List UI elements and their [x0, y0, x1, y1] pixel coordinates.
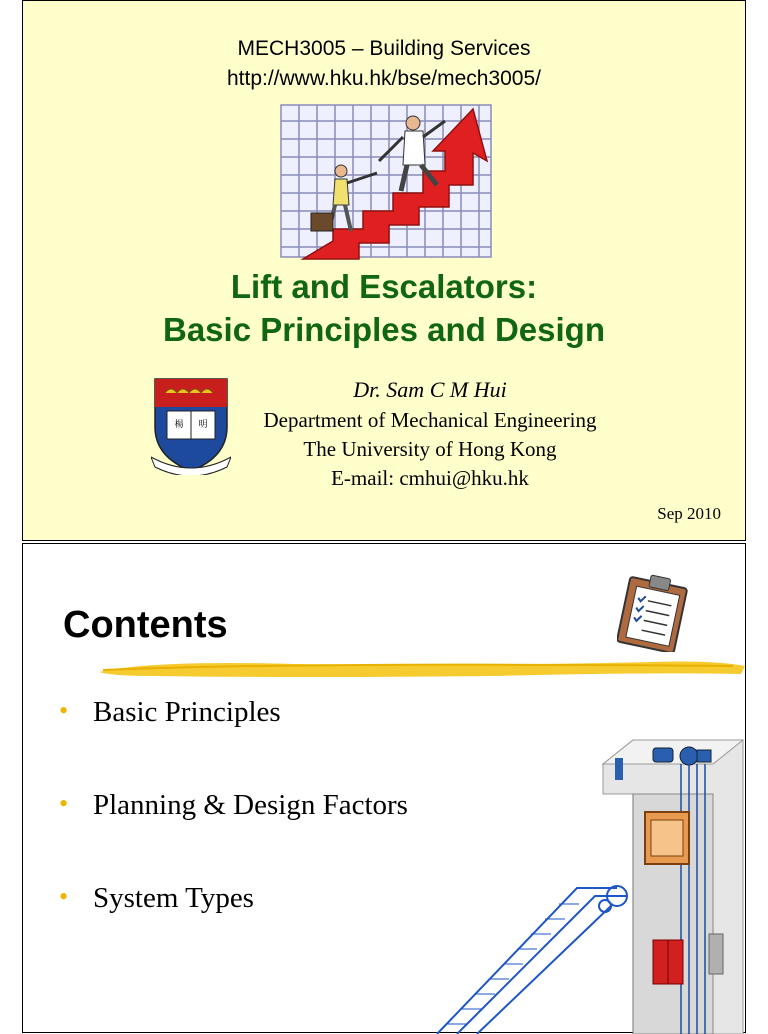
- svg-text:明: 明: [198, 420, 208, 430]
- hku-crest-icon: [151, 375, 231, 475]
- title-slide: [22, 0, 746, 541]
- date: Sep 2010: [657, 504, 721, 523]
- email[interactable]: E-mail: cmhui@hku.hk: [331, 466, 529, 490]
- list-item-text: Planning & Design Factors: [93, 789, 408, 821]
- course-url[interactable]: http://www.hku.hk/bse/mech3005/: [226, 67, 541, 90]
- bullet-icon: •: [59, 789, 69, 818]
- department: Department of Mechanical Engineering: [263, 408, 597, 432]
- contents-slide: [22, 543, 746, 1033]
- main-title-line2: Basic Principles and Design: [163, 311, 605, 348]
- author-name: Dr. Sam C M Hui: [353, 377, 507, 402]
- svg-text:楊: 楊: [174, 420, 184, 430]
- bullet-icon: •: [59, 882, 69, 911]
- main-title-line1: Lift and Escalators:: [230, 268, 538, 305]
- climbing-stairs-clipart: [273, 101, 497, 261]
- contents-heading: Contents: [63, 604, 228, 646]
- highlighter-stroke: [93, 652, 747, 682]
- escalator-illustration: [427, 874, 637, 1034]
- list-item-text: System Types: [93, 882, 254, 914]
- list-item-text: Basic Principles: [93, 696, 281, 728]
- clipboard-icon: [617, 570, 691, 652]
- course-title: MECH3005 – Building Services: [237, 37, 531, 60]
- bullet-icon: •: [59, 696, 69, 725]
- university: The University of Hong Kong: [303, 437, 557, 461]
